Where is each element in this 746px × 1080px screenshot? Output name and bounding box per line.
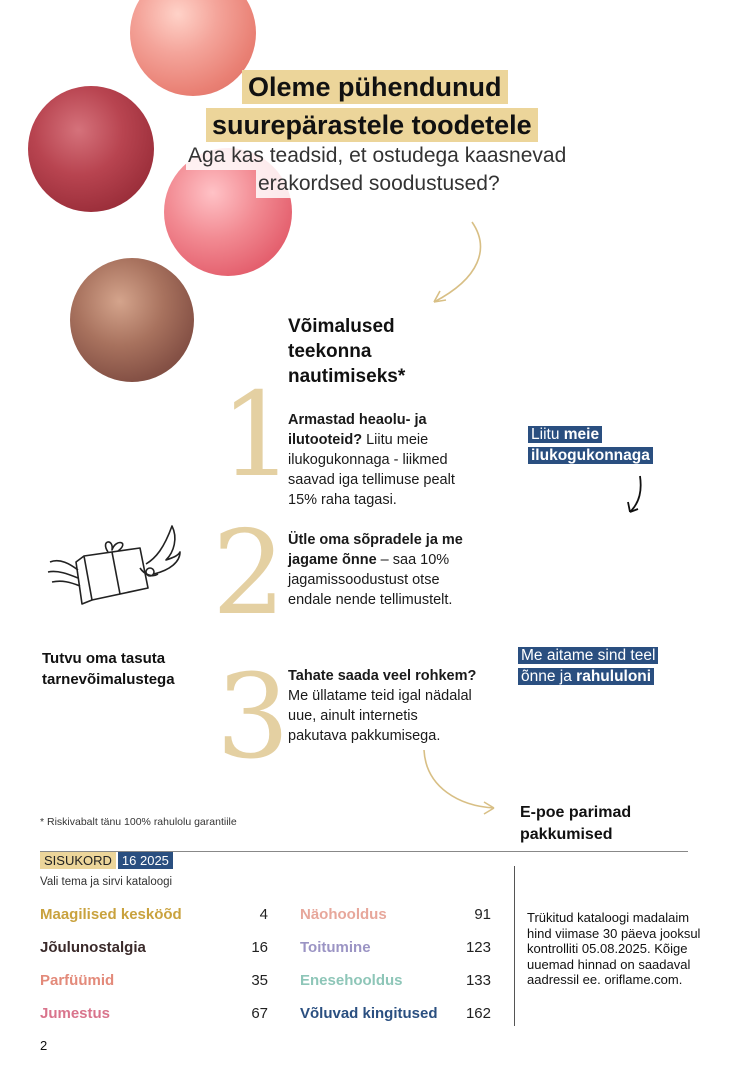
page-number: 2 bbox=[40, 1038, 48, 1053]
toc-page-left-4: 67 bbox=[251, 1005, 268, 1022]
help-tag-bold: rahululoni bbox=[576, 668, 652, 685]
toc-page-left-2: 16 bbox=[251, 939, 268, 956]
hand-drawn-arrow-icon bbox=[624, 474, 654, 518]
toc-item-left-4[interactable]: Jumestus bbox=[40, 1005, 111, 1022]
step-number-2: 2 bbox=[212, 506, 286, 641]
toc-label: SISUKORD bbox=[40, 852, 116, 869]
beauty-ball-bronze bbox=[70, 258, 194, 382]
toc-issue: 16 2025 bbox=[118, 852, 173, 869]
delivery-options-link[interactable]: Tutvu oma tasuta tarnevõimalustega bbox=[42, 650, 175, 688]
help-tag-plain: õnne ja bbox=[521, 668, 577, 685]
step-1-body: Liitu meie ilukogukonnaga - liikmed saavad iga tellimuse pealt 15% raha tagasi. bbox=[288, 432, 455, 508]
step-number-3: 3 bbox=[216, 650, 290, 785]
step-2-body: – saa 10% jagamissoodustust otse endale nende tellimustelt. bbox=[288, 552, 453, 608]
step-3-bold: Tahate saada veel rohkem? bbox=[288, 668, 477, 684]
toc-badge bbox=[40, 852, 173, 869]
toc-page-right-4: 162 bbox=[465, 1005, 491, 1022]
step-3-body: Me üllatame teid igal nädalal uue, ainult internetis pakutava pakkumisega. bbox=[288, 688, 472, 744]
toc-item-right-1[interactable]: Näohooldus bbox=[300, 906, 387, 923]
toc-page-right-1: 91 bbox=[474, 906, 491, 923]
toc-item-left-3[interactable]: Parfüümid bbox=[40, 972, 115, 989]
join-tag-bold: meie bbox=[563, 426, 600, 443]
price-note: Trükitud kataloogi madalaim hind viimase 30 päeva jooksul kontrolliti 05.08.2025. Kõige uuemad hinnad on saadaval aadressil ee. oriflame.com. bbox=[527, 910, 701, 987]
subheadline-line-2: erakordsed soodustused? bbox=[256, 170, 502, 198]
help-tag-line-2 bbox=[518, 668, 654, 685]
eshop-offers-link[interactable]: E-poe parimad pakkumised bbox=[520, 804, 632, 843]
toc-page-left-1: 4 bbox=[259, 906, 268, 923]
toc-page-left-3: 35 bbox=[251, 972, 268, 989]
toc-page-right-2: 123 bbox=[465, 939, 491, 956]
join-tag-line-2 bbox=[528, 447, 653, 464]
join-tag-plain: Liitu bbox=[531, 426, 564, 443]
toc-item-right-2[interactable]: Toitumine bbox=[300, 939, 371, 956]
column-divider bbox=[514, 866, 515, 1026]
toc-item-right-3[interactable]: Enesehooldus bbox=[300, 972, 403, 989]
help-tag bbox=[518, 645, 658, 687]
toc-page-right-3: 133 bbox=[465, 972, 491, 989]
help-tag-line-1: Me aitame sind teel bbox=[518, 647, 658, 664]
step-2-text bbox=[288, 530, 478, 610]
beauty-ball-peach bbox=[130, 0, 256, 96]
step-3-text bbox=[288, 666, 478, 746]
toc-item-right-4[interactable]: Võluvad kingitused bbox=[300, 1005, 438, 1022]
join-tag-line-1 bbox=[528, 426, 602, 443]
step-number-1: 1 bbox=[220, 368, 294, 503]
curved-arrow-icon bbox=[420, 218, 500, 318]
step-1-bold: Armastad heaolu- ja ilutooteid? bbox=[288, 412, 427, 448]
footnote: * Riskivabalt tänu 100% rahulolu garantiile bbox=[40, 816, 237, 828]
step-2-bold: Ütle oma sõpradele ja me jagame õnne bbox=[288, 532, 463, 568]
join-community-link[interactable] bbox=[528, 424, 653, 466]
toc-item-left-1[interactable]: Maagilised kesköõd bbox=[40, 906, 182, 923]
curved-arrow-eshop-icon bbox=[420, 748, 500, 818]
toc-subtitle: Vali tema ja sirvi kataloogi bbox=[40, 876, 173, 888]
step-1-text bbox=[288, 410, 478, 510]
headline-line-1: Oleme pühendunud bbox=[242, 70, 508, 104]
section-title: Võimalused teekonna nautimiseks* bbox=[288, 316, 406, 387]
toc-item-left-2[interactable]: Jõulunostalgia bbox=[40, 939, 146, 956]
subheadline-line-1: Aga kas teadsid, et ostudega kaasnevad bbox=[186, 142, 568, 170]
headline-line-2: suurepärastele toodetele bbox=[206, 108, 538, 142]
join-tag-bold-2: ilukogukonnaga bbox=[531, 447, 650, 464]
flying-gift-icon bbox=[40, 518, 190, 618]
beauty-ball-red bbox=[28, 86, 154, 212]
